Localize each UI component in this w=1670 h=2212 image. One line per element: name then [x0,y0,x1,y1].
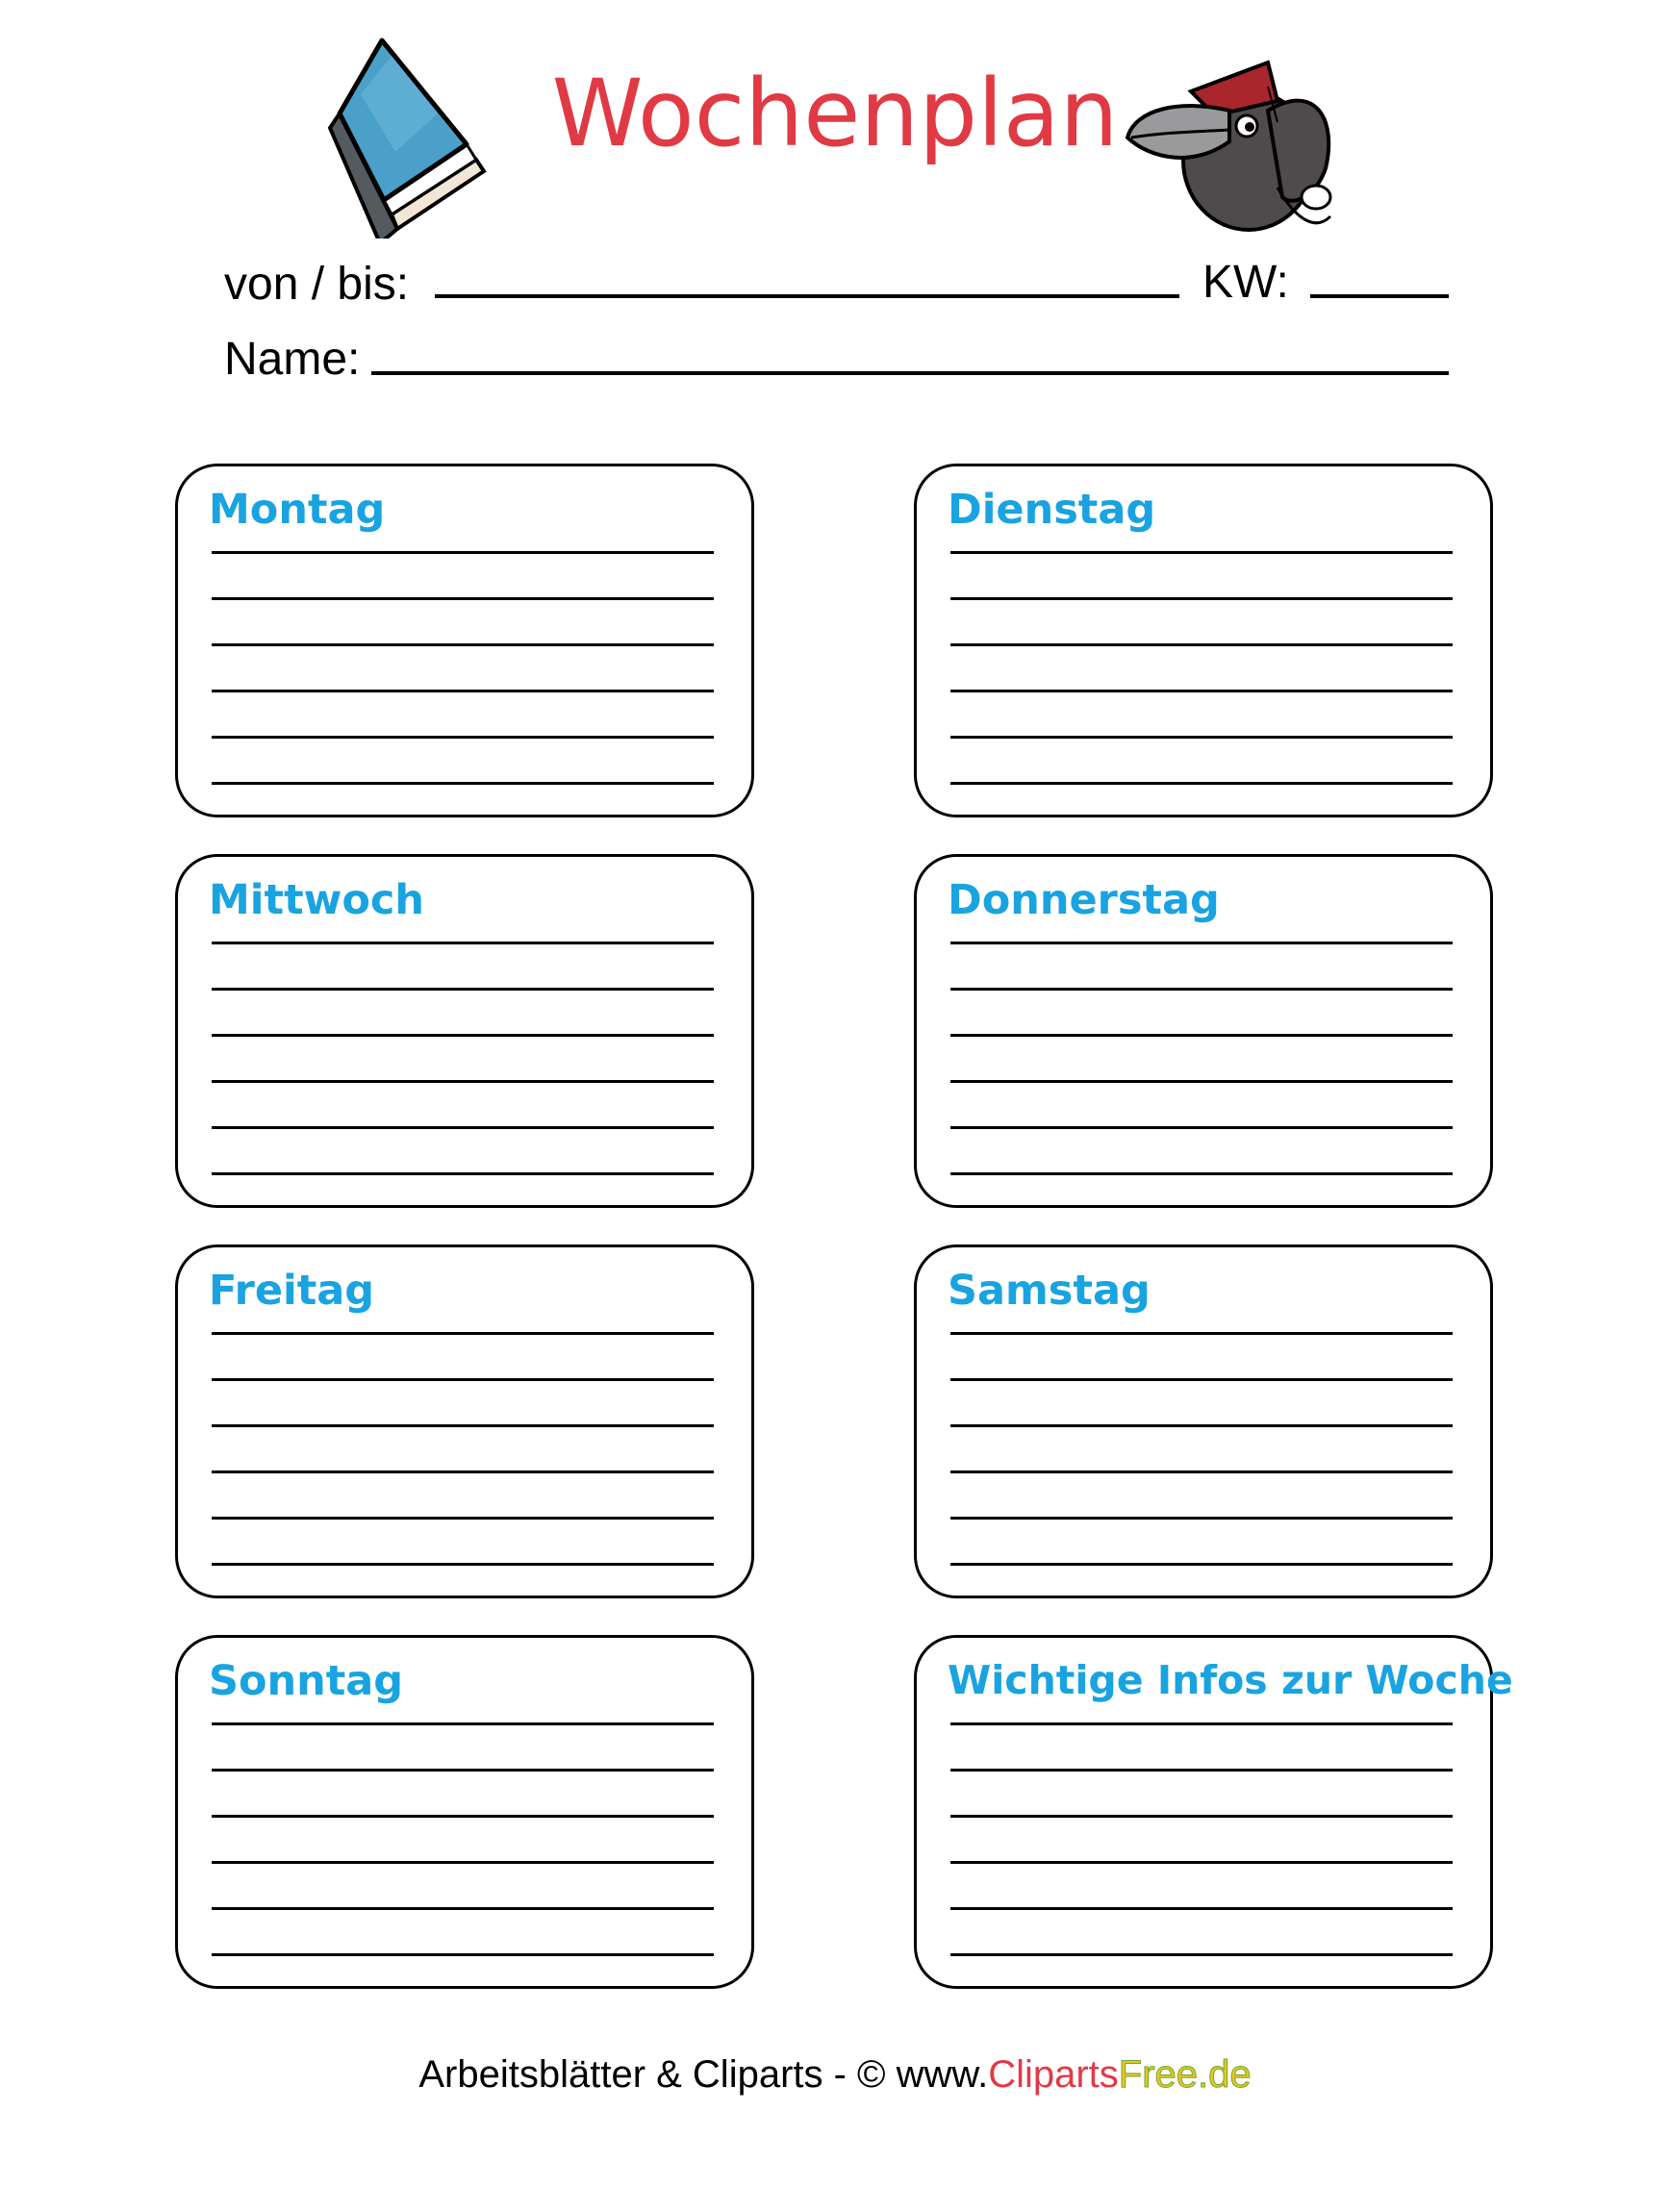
footer-brand-free[interactable]: Free.de [1118,2053,1252,2096]
writing-line[interactable] [212,782,714,785]
name-field[interactable] [371,371,1449,375]
footer-credit [0,2055,1670,2094]
writing-line[interactable] [212,1378,714,1381]
day-heading: Dienstag [948,486,1156,534]
day-card-donnerstag [914,854,1493,1208]
writing-line[interactable] [950,1563,1453,1566]
writing-line[interactable] [212,1769,714,1772]
writing-line[interactable] [950,988,1453,991]
von-bis-label: von / bis: [224,259,410,310]
writing-line[interactable] [212,1172,714,1175]
footer-text: Arbeitsblätter & Cliparts - © www. [418,2053,989,2096]
day-heading: Freitag [209,1267,375,1315]
writing-line[interactable] [950,736,1453,739]
day-card-mittwoch [175,854,754,1208]
writing-line[interactable] [950,1517,1453,1520]
writing-line[interactable] [212,597,714,600]
writing-line[interactable] [212,1126,714,1129]
writing-line[interactable] [212,1332,714,1335]
writing-line[interactable] [950,782,1453,785]
day-heading: Samstag [948,1267,1151,1315]
writing-line[interactable] [212,643,714,646]
writing-line[interactable] [212,690,714,692]
writing-line[interactable] [950,1953,1453,1956]
day-heading: Mittwoch [209,876,425,924]
writing-line[interactable] [212,1815,714,1818]
day-heading: Sonntag [209,1657,404,1705]
writing-line[interactable] [212,1563,714,1566]
day-heading: Montag [209,486,386,534]
writing-line[interactable] [950,1332,1453,1335]
infos-heading: Wichtige Infos zur Woche [948,1657,1513,1703]
writing-line[interactable] [212,1034,714,1037]
writing-line[interactable] [950,1861,1453,1864]
writing-line[interactable] [950,1172,1453,1175]
writing-line[interactable] [950,1080,1453,1083]
kw-label: KW: [1202,257,1289,308]
day-card-montag [175,464,754,817]
day-card-freitag [175,1244,754,1598]
writing-line[interactable] [212,1424,714,1427]
writing-line[interactable] [950,1722,1453,1725]
card-wichtige-infos [914,1635,1513,1989]
writing-line[interactable] [950,942,1453,944]
writing-line[interactable] [212,1722,714,1725]
day-card-samstag [914,1244,1493,1598]
day-card-sonntag [175,1635,754,1989]
writing-line[interactable] [950,1126,1453,1129]
page-title: Wochenplan [551,60,1119,167]
writing-line[interactable] [212,942,714,944]
writing-line[interactable] [212,1517,714,1520]
writing-line[interactable] [950,551,1453,554]
writing-line[interactable] [950,1424,1453,1427]
writing-line[interactable] [212,1470,714,1473]
kw-field[interactable] [1310,294,1449,298]
day-card-dienstag [914,464,1493,817]
writing-line[interactable] [212,1861,714,1864]
writing-line[interactable] [950,1470,1453,1473]
writing-line[interactable] [212,1953,714,1956]
writing-line[interactable] [950,1034,1453,1037]
writing-line[interactable] [950,1815,1453,1818]
footer-brand-cliparts[interactable]: Cliparts [988,2053,1119,2096]
writing-line[interactable] [950,643,1453,646]
writing-line[interactable] [212,736,714,739]
writing-line[interactable] [950,597,1453,600]
writing-line[interactable] [950,1378,1453,1381]
writing-line[interactable] [212,1907,714,1910]
day-heading: Donnerstag [948,876,1220,924]
writing-line[interactable] [212,1080,714,1083]
writing-line[interactable] [212,551,714,554]
writing-line[interactable] [212,988,714,991]
writing-line[interactable] [950,690,1453,692]
von-bis-field[interactable] [435,294,1179,298]
name-label: Name: [224,334,361,385]
writing-line[interactable] [950,1769,1453,1772]
writing-line[interactable] [950,1907,1453,1910]
